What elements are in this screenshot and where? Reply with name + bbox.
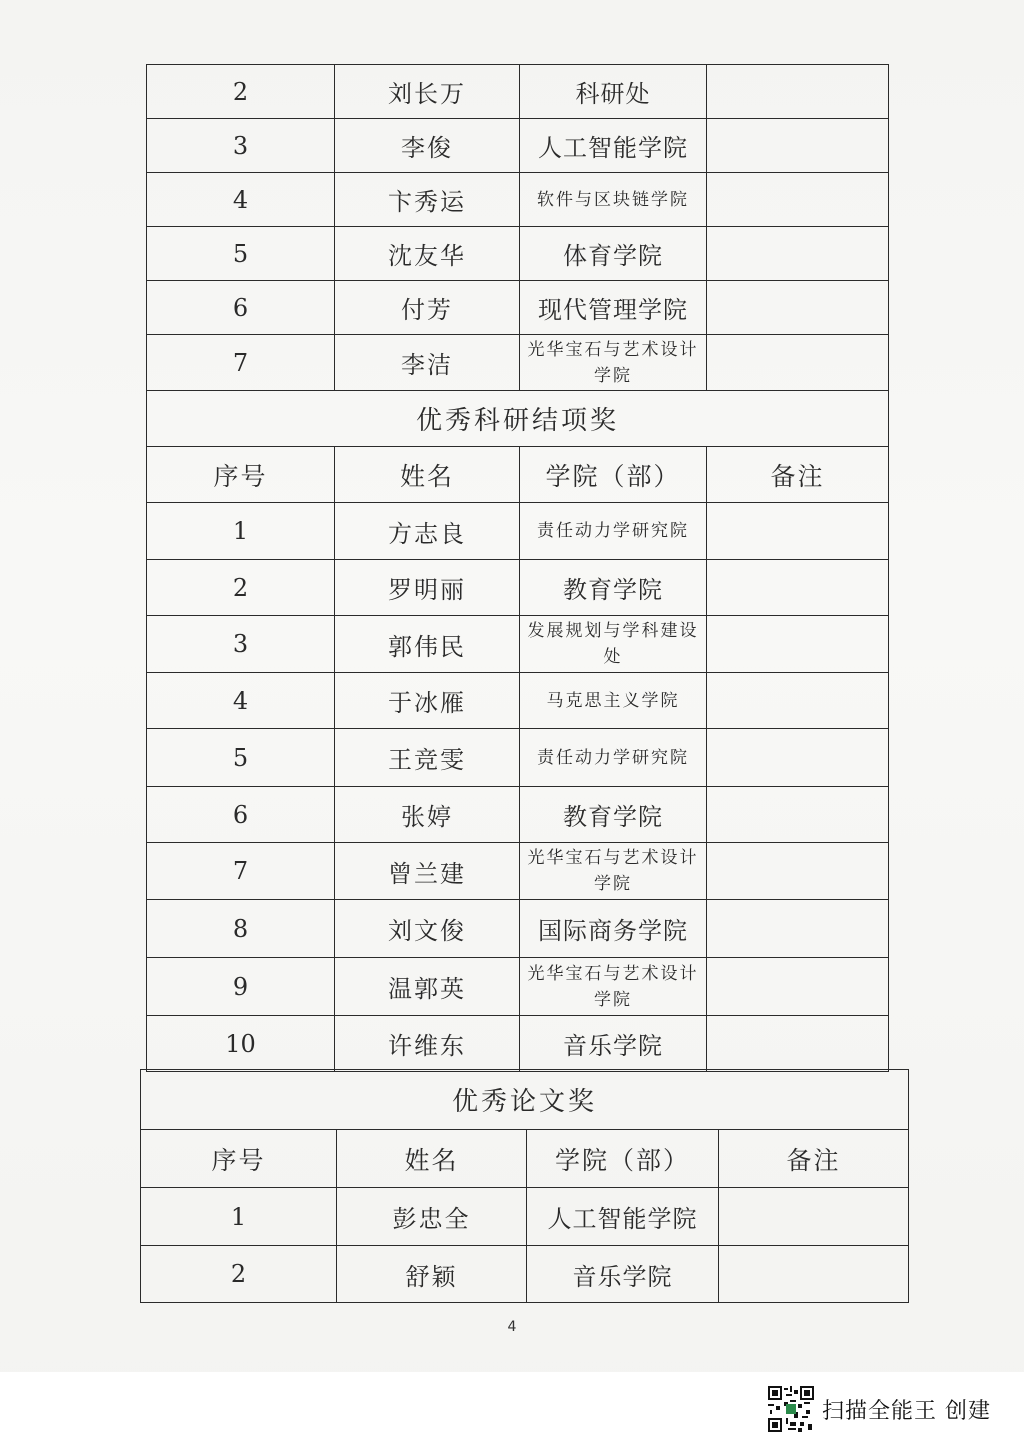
- table-row: [141, 1188, 909, 1246]
- table-row: [147, 787, 889, 843]
- row-name: 付芳: [335, 281, 520, 335]
- table-row: [147, 560, 889, 616]
- row-dept: 人工智能学院: [520, 119, 707, 173]
- row-name: 彭忠全: [337, 1188, 527, 1246]
- row-index: 2: [147, 65, 335, 119]
- row-remark: [707, 119, 889, 173]
- row-name: 于冰雁: [335, 673, 520, 729]
- table-row: [147, 281, 889, 335]
- row-dept: 光华宝石与艺术设计学院: [520, 958, 707, 1016]
- section-row: [141, 1070, 909, 1130]
- row-dept: 软件与区块链学院: [520, 173, 707, 227]
- section-title-paper: 优秀论文奖: [141, 1070, 909, 1130]
- row-remark: [707, 900, 889, 958]
- row-remark: [707, 1016, 889, 1072]
- row-name: 舒颖: [337, 1246, 527, 1303]
- table-row: [141, 1246, 909, 1303]
- row-remark: [707, 503, 889, 560]
- section-title-research-completion: 优秀科研结项奖: [147, 391, 889, 447]
- header-row: [147, 447, 889, 503]
- header-index: 序号: [147, 447, 335, 503]
- header-dept: 学院（部）: [527, 1130, 719, 1188]
- table-row: [147, 958, 889, 1016]
- row-index: 7: [147, 335, 335, 391]
- page-number: 4: [507, 1319, 517, 1335]
- row-remark: [707, 787, 889, 843]
- header-name: 姓名: [335, 447, 520, 503]
- row-name: 曾兰建: [335, 843, 520, 900]
- row-name: 王竞雯: [335, 729, 520, 787]
- row-remark: [707, 843, 889, 900]
- row-dept: 责任动力学研究院: [520, 503, 707, 560]
- table-row: [147, 65, 889, 119]
- row-dept: 国际商务学院: [520, 900, 707, 958]
- row-name: 李俊: [335, 119, 520, 173]
- row-dept: 音乐学院: [520, 1016, 707, 1072]
- row-dept: 音乐学院: [527, 1246, 719, 1303]
- row-remark: [719, 1188, 909, 1246]
- table-row: [147, 173, 889, 227]
- award-table-part2: [140, 1069, 909, 1303]
- table-row: [147, 227, 889, 281]
- row-remark: [719, 1246, 909, 1303]
- row-index: 1: [141, 1188, 337, 1246]
- qr-code-icon: [768, 1386, 814, 1432]
- row-dept: 教育学院: [520, 787, 707, 843]
- row-name: 张婷: [335, 787, 520, 843]
- row-name: 卞秀运: [335, 173, 520, 227]
- row-remark: [707, 958, 889, 1016]
- award-table-part1: [146, 64, 889, 1072]
- header-dept: 学院（部）: [520, 447, 707, 503]
- row-index: 8: [147, 900, 335, 958]
- row-remark: [707, 281, 889, 335]
- row-dept: 体育学院: [520, 227, 707, 281]
- row-index: 1: [147, 503, 335, 560]
- table-row: [147, 616, 889, 673]
- row-dept: 教育学院: [520, 560, 707, 616]
- row-index: 2: [147, 560, 335, 616]
- table-row: [147, 673, 889, 729]
- row-remark: [707, 335, 889, 391]
- row-dept: 责任动力学研究院: [520, 729, 707, 787]
- row-index: 10: [147, 1016, 335, 1072]
- row-name: 郭伟民: [335, 616, 520, 673]
- row-dept: 马克思主义学院: [520, 673, 707, 729]
- header-index: 序号: [141, 1130, 337, 1188]
- scanner-brand-text: 扫描全能王 创建: [822, 1399, 991, 1424]
- table-row: [147, 729, 889, 787]
- row-remark: [707, 673, 889, 729]
- header-row: [141, 1130, 909, 1188]
- row-dept: 人工智能学院: [527, 1188, 719, 1246]
- row-remark: [707, 616, 889, 673]
- header-remark: 备注: [719, 1130, 909, 1188]
- row-index: 7: [147, 843, 335, 900]
- table-row: [147, 1016, 889, 1072]
- row-remark: [707, 227, 889, 281]
- row-remark: [707, 729, 889, 787]
- row-name: 沈友华: [335, 227, 520, 281]
- table-row: [147, 900, 889, 958]
- table-row: [147, 335, 889, 391]
- row-name: 许维东: [335, 1016, 520, 1072]
- row-name: 温郭英: [335, 958, 520, 1016]
- table-row: [147, 119, 889, 173]
- header-remark: 备注: [707, 447, 889, 503]
- row-dept: 发展规划与学科建设处: [520, 616, 707, 673]
- row-name: 刘文俊: [335, 900, 520, 958]
- row-dept: 科研处: [520, 65, 707, 119]
- row-index: 5: [147, 227, 335, 281]
- row-name: 方志良: [335, 503, 520, 560]
- row-dept: 光华宝石与艺术设计学院: [520, 843, 707, 900]
- row-index: 6: [147, 281, 335, 335]
- row-remark: [707, 65, 889, 119]
- row-name: 李洁: [335, 335, 520, 391]
- row-index: 4: [147, 673, 335, 729]
- row-index: 3: [147, 616, 335, 673]
- row-index: 9: [147, 958, 335, 1016]
- row-dept: 光华宝石与艺术设计学院: [520, 335, 707, 391]
- row-index: 6: [147, 787, 335, 843]
- row-index: 3: [147, 119, 335, 173]
- row-index: 5: [147, 729, 335, 787]
- row-index: 2: [141, 1246, 337, 1303]
- row-index: 4: [147, 173, 335, 227]
- scanner-watermark-bar: [0, 1372, 1024, 1448]
- row-remark: [707, 560, 889, 616]
- row-name: 刘长万: [335, 65, 520, 119]
- section-row: [147, 391, 889, 447]
- table-row: [147, 843, 889, 900]
- row-dept: 现代管理学院: [520, 281, 707, 335]
- row-name: 罗明丽: [335, 560, 520, 616]
- table-row: [147, 503, 889, 560]
- row-remark: [707, 173, 889, 227]
- header-name: 姓名: [337, 1130, 527, 1188]
